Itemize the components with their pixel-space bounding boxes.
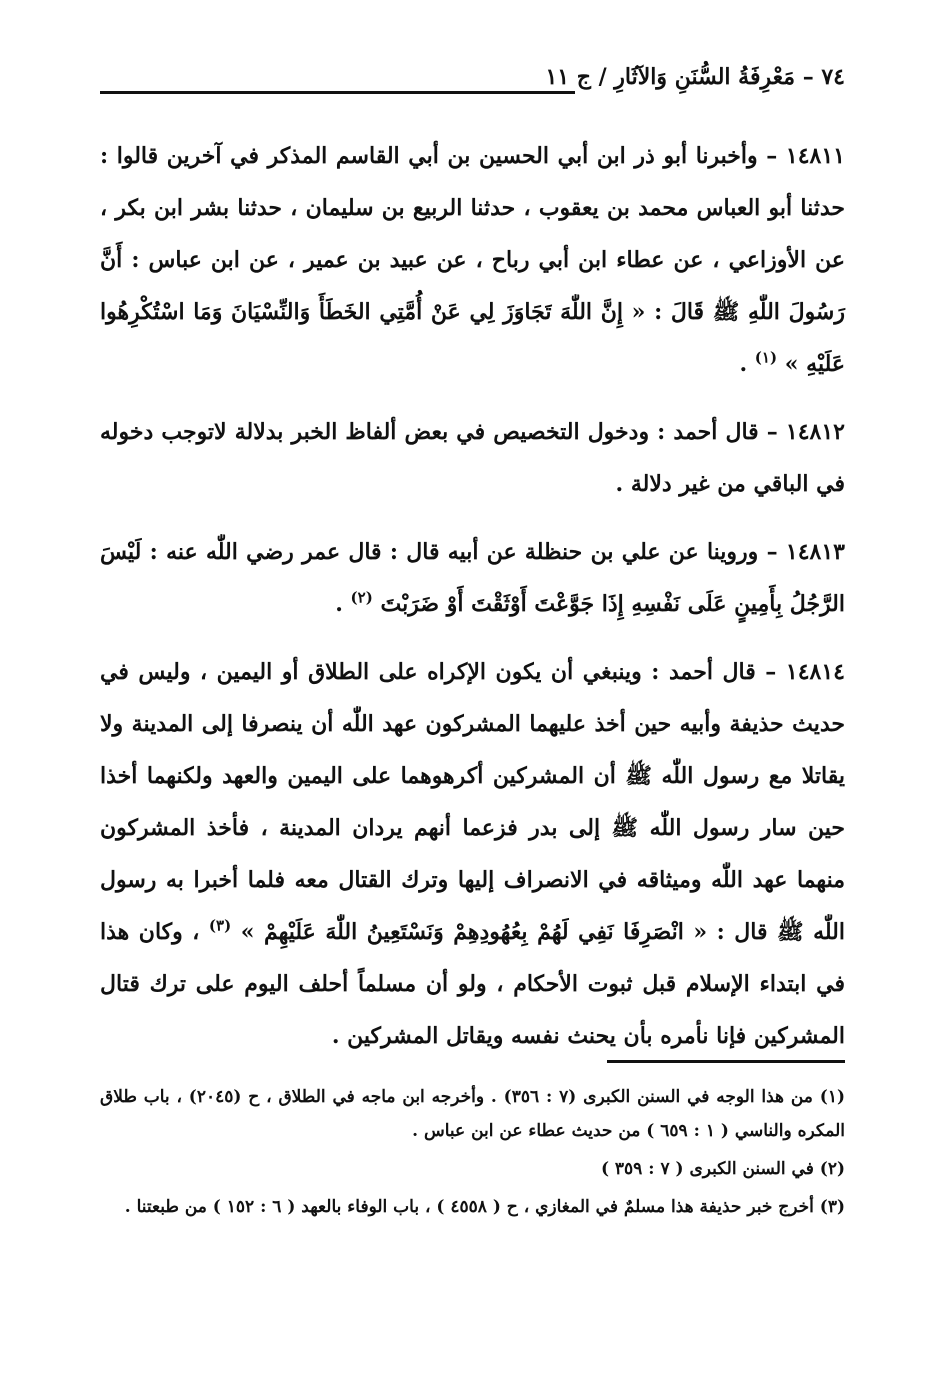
footnotes <box>100 1080 845 1228</box>
footnote-2: (٢) في السنن الكبرى ( ٧ : ٣٥٩ ) <box>600 1159 845 1179</box>
paragraph-14814 <box>100 646 845 1062</box>
paragraph-text: – قال أحمد : وينبغي أن يكون الإكراه على الطلاق أو اليمين ، وليس في حديث حذيفة وأبيه حين أخذ عليهما المشركون عهد اللّٰه أن ينصرفا إلى المدينة ولا يقاتلا مع رسول اللّٰه ﷺ أن المشركين أكرهوهما على اليمين والعهد ولكنهما أخذا حين سار رسول اللّٰه ﷺ إلى بدر فزعما أنهم يردان المدينة ، فأخذ المشركون منهما عهد اللّٰه وميثاقه في الانصراف إليها وترك القتال معه فلما أخبرا به رسول اللّٰه ﷺ قال : « انْصَرِفَا نَفِي لَهُمْ بِعُهُودِهِمْ وَنَسْتَعِينُ اللّٰهَ عَلَيْهِمْ » <box>100 659 845 945</box>
paragraph-text: – وروينا عن علي بن حنظلة عن أبيه قال : قال عمر رضي اللّٰه عنه : لَيْسَ الرَّجُلُ بِأَمِينٍ عَلَى نَفْسِهِ إِذَا جَوَّعْتَ أَوْثَقْتَ أَوْ ضَرَبْتَ <box>100 539 845 617</box>
paragraph-14812 <box>100 406 845 510</box>
paragraph-number: ١٤٨١٣ <box>785 539 845 565</box>
paragraph-14811 <box>100 130 845 390</box>
paragraph-number: ١٤٨١٢ <box>785 419 845 445</box>
paragraph-text: – قال أحمد : ودخول التخصيص في بعض ألفاظ الخبر بدلالة لاتوجب دخوله في الباقي من غير دلالة . <box>100 419 845 497</box>
main-text <box>100 130 845 1078</box>
footnote-3: (٣) أخرج خبر حذيفة هذا مسلمٌ في المغازي ، ح ( ٤٥٥٨ ) ، باب الوفاء بالعهد ( ٦ : ١٥٢ ) من طبعتنا . <box>124 1197 845 1217</box>
header-rule <box>100 91 575 94</box>
paragraph-number: ١٤٨١١ <box>785 143 845 169</box>
footnote-ref: (٣) <box>208 916 232 935</box>
footnote-ref: (١) <box>754 348 778 367</box>
footnote-ref: (٢) <box>350 588 373 607</box>
paragraph-tail: . <box>335 591 343 617</box>
paragraph-text: – وأخبرنا أبو ذر ابن أبي الحسين بن أبي القاسم المذكر في آخرين قالوا : حدثنا أبو العباس محمد بن يعقوب ، حدثنا الربيع بن سليمان ، حدثنا بشر ابن بكر ، عن الأوزاعي ، عن عطاء ابن أبي رباح ، عن عبيد بن عمير ، عن ابن عباس : أَنَّ رَسُولَ اللّٰهِ ﷺ قَالَ : « إِنَّ اللّٰهَ تَجَاوَزَ لِي عَنْ أُمَّتِي الخَطَأَ وَالنِّسْيَانَ وَمَا اسْتُكْرِهُوا عَلَيْهِ » <box>100 143 845 377</box>
footnote-separator <box>607 1060 845 1063</box>
paragraph-number: ١٤٨١٤ <box>785 659 845 685</box>
page-header <box>100 64 845 104</box>
running-header-title: ٧٤ – مَعْرِفَةُ السُّنَنِ وَالآثَارِ / ج ١١ <box>545 64 845 90</box>
paragraph-tail: . <box>739 351 748 377</box>
footnote-1: (١) من هذا الوجه في السنن الكبرى (٧ : ٣٥٦) . وأخرجه ابن ماجه في الطلاق ، ح (٢٠٤٥) ، باب طلاق المكره والناسي ( ١ : ٦٥٩ ) من حديث عطاء عن ابن عباس . <box>100 1087 845 1141</box>
paragraph-tail: ، وكان هذا في ابتداء الإسلام قبل ثبوت الأحكام ، ولو أن مسلماً أحلف اليوم على ترك قتال المشركين فإنا نأمره بأن يحنث نفسه ويقاتل المشركين . <box>100 919 845 1049</box>
paragraph-14813 <box>100 526 845 630</box>
